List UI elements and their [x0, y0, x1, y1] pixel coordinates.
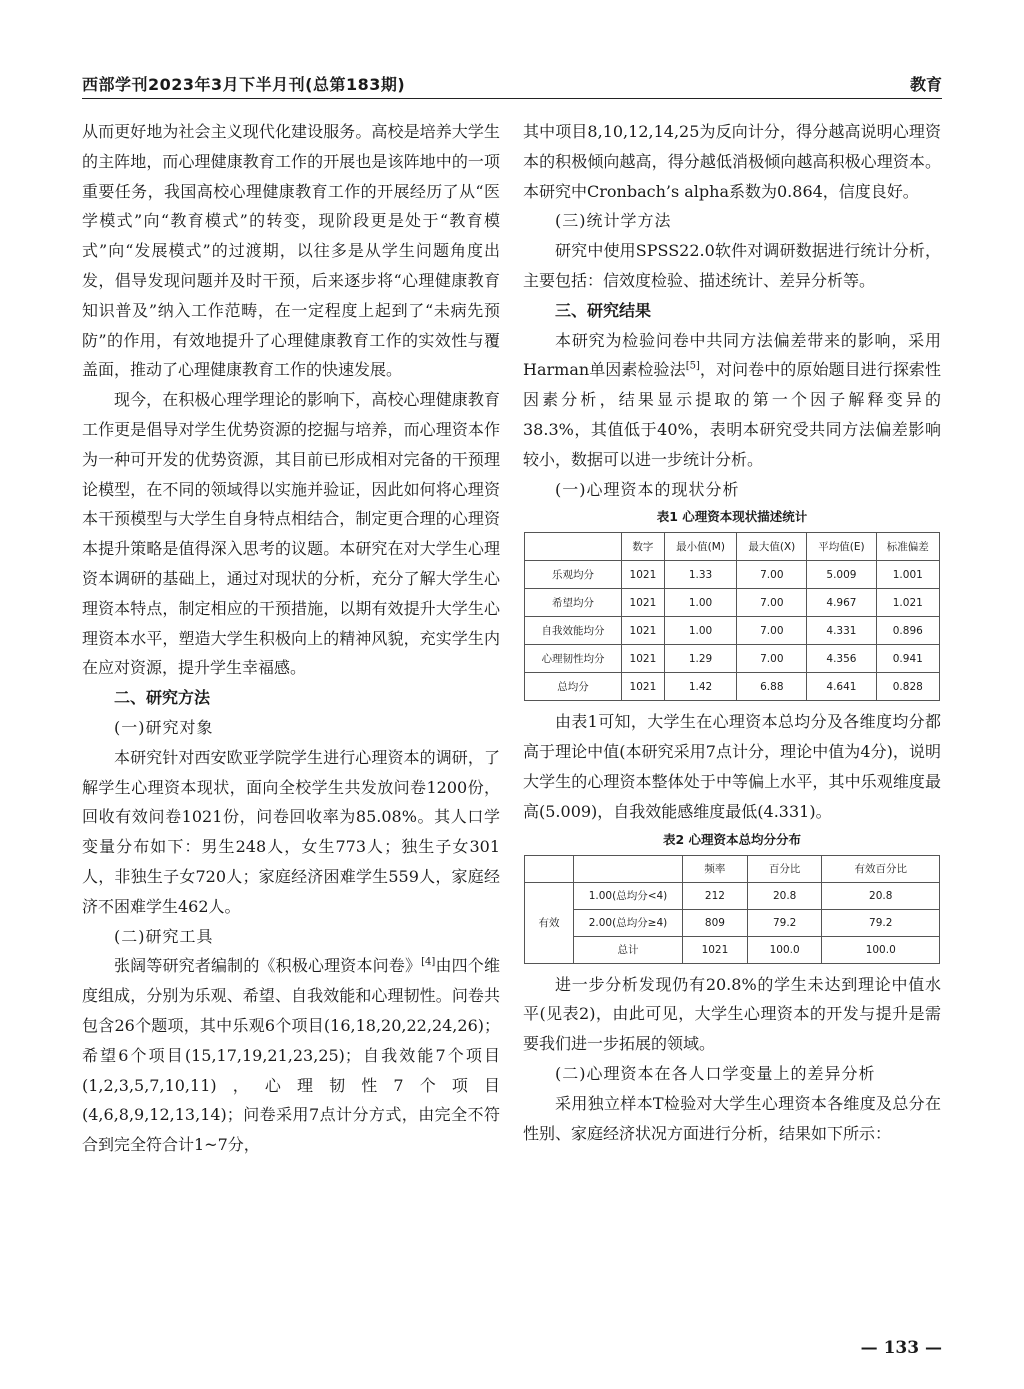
table-cell: 1021: [622, 617, 665, 645]
table-cell: 7.00: [737, 589, 807, 617]
table-cell: 79.2: [822, 909, 940, 936]
table-row: [525, 645, 940, 673]
table-cell: 4.356: [807, 645, 876, 673]
table-score-distribution: [524, 855, 940, 964]
table-row: [525, 936, 940, 963]
table-cell: 4.641: [807, 673, 876, 701]
section-heading: 三、研究结果: [555, 300, 652, 320]
text-span: 由四个维度组成，分别为乐观、希望、自我效能和心理韧性。问卷共包含26个题项，其中乐观6个项目(16,18,20,22,24,26)；希望6个项目(15,17,19,21,23,25)；自我效能7个项目(1,2,3,5,7,10,11)，心理韧性7个项目(4,6,8,9,12,13,14)；问卷采用7点计分方式，由完全不符合到完全符合计1~7分，: [82, 956, 500, 1155]
table-cell: 希望均分: [525, 589, 622, 617]
table-cell: 1021: [622, 673, 665, 701]
table-cell: 100.0: [822, 936, 940, 963]
table-header-cell: [525, 533, 622, 561]
table-header-cell: 有效百分比: [822, 855, 940, 882]
table-cell: 自我效能均分: [525, 617, 622, 645]
table-cell: 总均分: [525, 673, 622, 701]
table-header-cell: 最小值(M): [664, 533, 737, 561]
table-cell: 1021: [683, 936, 748, 963]
table-cell: 1021: [622, 645, 665, 673]
header-rule: [82, 98, 942, 99]
table-cell: 7.00: [737, 561, 807, 589]
table-cell: 4.331: [807, 617, 876, 645]
table-cell: 79.2: [747, 909, 822, 936]
table-cell: 心理韧性均分: [525, 645, 622, 673]
table-row: [525, 561, 940, 589]
table-cell: 5.009: [807, 561, 876, 589]
table-cell: 1.00: [664, 617, 737, 645]
table-header-cell: 数字: [622, 533, 665, 561]
table-cell: 1.29: [664, 645, 737, 673]
paragraph: 由表1可知，大学生在心理资本总均分及各维度均分都高于理论中值(本研究采用7点计分，理论中值为4分)，说明大学生的心理资本整体处于中等偏上水平，其中乐观维度最高(5.009)，自我效能感维度最低(4.331)。: [523, 712, 941, 821]
table-cell: 1021: [622, 561, 665, 589]
section-heading: 二、研究方法: [114, 688, 211, 708]
table-cell: 0.941: [876, 645, 939, 673]
table-row: [525, 909, 940, 936]
citation-ref: [5]: [685, 361, 700, 373]
table-row: [525, 882, 940, 909]
table-cell: 2.00(总均分≥4): [574, 909, 683, 936]
table-cell: 7.00: [737, 617, 807, 645]
table-row: [525, 617, 940, 645]
right-column: [523, 117, 941, 1148]
table-cell: 7.00: [737, 645, 807, 673]
table-cell: 0.828: [876, 673, 939, 701]
table-cell: 20.8: [747, 882, 822, 909]
table-row: [525, 589, 940, 617]
table-cell: 1.33: [664, 561, 737, 589]
paragraph: 其中项目8,10,12,14,25为反向计分，得分越高说明心理资本的积极倾向越高，得分越低消极倾向越高积极心理资本。本研究中Cronbach’s alpha系数为0.864，信度良好。: [523, 122, 941, 201]
table-group-cell: 有效: [525, 882, 574, 963]
table-cell: 1021: [622, 589, 665, 617]
table-cell: 总计: [574, 936, 683, 963]
section-name: 教育: [909, 75, 942, 94]
table-header-cell: [574, 855, 683, 882]
page-number: — 133 —: [860, 1338, 942, 1358]
table-cell: 1.021: [876, 589, 939, 617]
paragraph: [523, 326, 941, 475]
subsection-heading: (二)研究工具: [114, 926, 214, 946]
page-header: [82, 68, 942, 102]
table-descriptive-stats: [524, 532, 940, 701]
table-cell: 0.896: [876, 617, 939, 645]
table-cell: 20.8: [822, 882, 940, 909]
table-caption: 表1 心理资本现状描述统计: [656, 509, 808, 525]
table-header-cell: 频率: [683, 855, 748, 882]
table-cell: 212: [683, 882, 748, 909]
paragraph: 本研究针对西安欧亚学院学生进行心理资本的调研，了解学生心理资本现状，面向全校学生共发放问卷1200份，回收有效问卷1021份，问卷回收率为85.08%。其人口学变量分布如下：男生248人，女生773人；独生子女301人，非独生子女720人；家庭经济困难学生559人，家庭经济不困难学生462人。: [82, 747, 500, 916]
paragraph: 从而更好地为社会主义现代化建设服务。高校是培养大学生的主阵地，而心理健康教育工作的开展也是该阵地中的一项重要任务，我国高校心理健康教育工作的开展经历了从“医学模式”向“教育模式”的转变，现阶段更是处于“教育模式”向“发展模式”的过渡期，以往多是从学生问题角度出发，倡导发现问题并及时干预，后来逐步将“心理健康教育知识普及”纳入工作范畴，在一定程度上起到了“未病先预防”的作用，有效地提升了心理健康教育工作的实效性与覆盖面，推动了心理健康教育工作的快速发展。: [82, 122, 500, 380]
table-header-cell: 标准偏差: [876, 533, 939, 561]
paragraph: 现今，在积极心理学理论的影响下，高校心理健康教育工作更是倡导对学生优势资源的挖掘与培养，而心理资本作为一种可开发的优势资源，其目前已形成相对完备的干预理论模型，在不同的领域得以实施并验证，因此如何将心理资本干预模型与大学生自身特点相结合，制定更合理的心理资本提升策略是值得深入思考的议题。本研究在对大学生心理资本调研的基础上，通过对现状的分析，充分了解大学生心理资本特点，制定相应的干预措施，以期有效提升大学生心理资本水平，塑造大学生积极向上的精神风貌，充实学生内在应对资源，提升学生幸福感。: [82, 390, 500, 678]
table-row: [525, 673, 940, 701]
table-header-cell: [525, 855, 574, 882]
left-column: [82, 117, 500, 1160]
text-span: ，对问卷中的原始题目进行探索性因素分析，结果显示提取的第一个因子解释变异的38.3%，其值低于40%，表明本研究受共同方法偏差影响较小，数据可以进一步统计分析。: [523, 360, 941, 469]
paragraph: 采用独立样本T检验对大学生心理资本各维度及总分在性别、家庭经济状况方面进行分析，结果如下所示：: [523, 1093, 941, 1143]
paragraph: 研究中使用SPSS22.0软件对调研数据进行统计分析，主要包括：信效度检验、描述统计、差异分析等。: [523, 241, 941, 290]
table-header-cell: 百分比: [747, 855, 822, 882]
table-caption: 表2 心理资本总均分分布: [662, 831, 802, 847]
table-header-row: [525, 855, 940, 882]
text-span: 张阔等研究者编制的《积极心理资本问卷》: [114, 956, 422, 976]
table-cell: 6.88: [737, 673, 807, 701]
table-header-row: [525, 533, 940, 561]
table-cell: 100.0: [747, 936, 822, 963]
table-cell: 4.967: [807, 589, 876, 617]
subsection-heading: (二)心理资本在各人口学变量上的差异分析: [555, 1063, 876, 1083]
paragraph: [82, 951, 500, 1160]
table-cell: 1.00: [664, 589, 737, 617]
table-cell: 乐观均分: [525, 561, 622, 589]
paragraph: 进一步分析发现仍有20.8%的学生未达到理论中值水平(见表2)，由此可见，大学生心理资本的开发与提升是需要我们进一步拓展的领域。: [523, 974, 941, 1054]
journal-info: 西部学刊2023年3月下半月刊(总第183期): [82, 75, 406, 94]
subsection-heading: (三)统计学方法: [555, 211, 672, 231]
text-span: 本研究为检验问卷中共同方法偏差带来的影响，采用Harman单因素检验法: [523, 330, 941, 380]
table-cell: 1.001: [876, 561, 939, 589]
table-header-cell: 平均值(E): [807, 533, 876, 561]
citation-ref: [4]: [421, 956, 436, 968]
subsection-heading: (一)研究对象: [114, 717, 214, 737]
table-cell: 1.42: [664, 673, 737, 701]
table-cell: 1.00(总均分<4): [574, 882, 683, 909]
table-cell: 809: [683, 909, 748, 936]
subsection-heading: (一)心理资本的现状分析: [555, 479, 740, 499]
table-header-cell: 最大值(X): [737, 533, 807, 561]
